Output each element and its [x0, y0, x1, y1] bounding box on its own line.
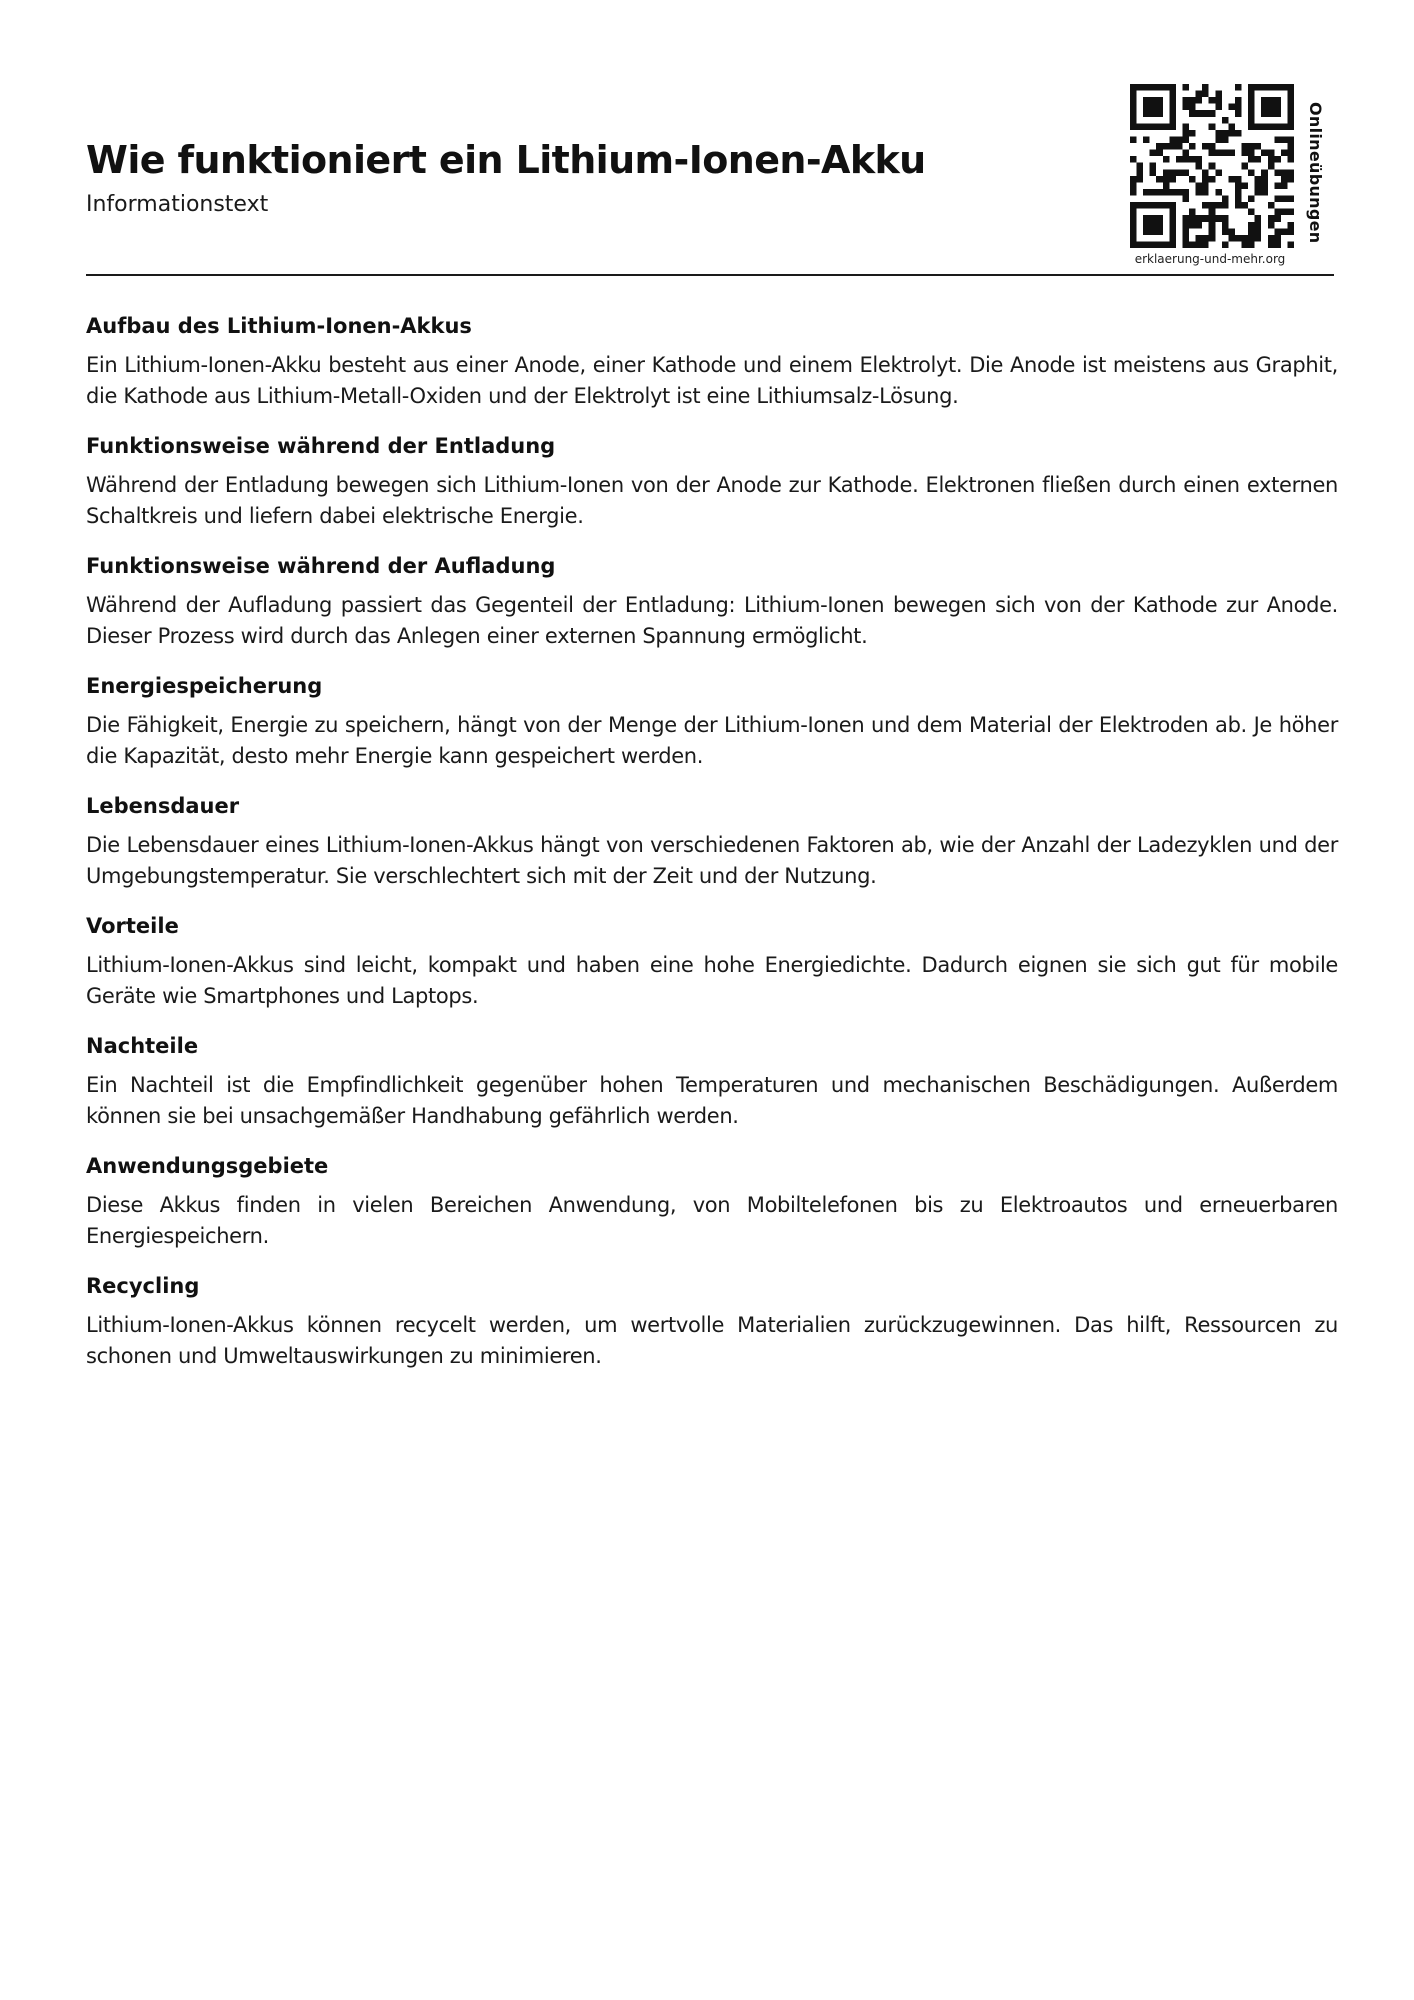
qr-vertical-label: Onlineübungen [1306, 102, 1325, 244]
qr-code-icon[interactable] [1130, 84, 1294, 248]
section-heading: Recycling [86, 1274, 200, 1298]
section-heading: Nachteile [86, 1034, 199, 1058]
section-paragraph: Während der Entladung bewegen sich Lithium-Ionen von der Anode zur Kathode. Elektronen fließen durch einen externen Schaltkreis und liefern dabei elektrische Energie. [86, 473, 1338, 528]
section-paragraph: Die Fähigkeit, Energie zu speichern, hängt von der Menge der Lithium-Ionen und dem Material der Elektroden ab. Je höher die Kapazität, desto mehr Energie kann gespeichert werden. [86, 713, 1338, 768]
section-aufladung [86, 552, 1338, 652]
section-paragraph: Diese Akkus finden in vielen Bereichen Anwendung, von Mobiltelefonen bis zu Elektroautos und erneuerbaren Energiespeichern. [86, 1193, 1338, 1248]
section-heading: Vorteile [86, 914, 179, 938]
content-body [86, 312, 1338, 1392]
section-heading: Funktionsweise während der Entladung [86, 434, 556, 458]
section-aufbau [86, 312, 1338, 412]
section-entladung [86, 432, 1338, 532]
qr-block[interactable] [1122, 80, 1334, 272]
section-paragraph: Während der Aufladung passiert das Gegenteil der Entladung: Lithium-Ionen bewegen sich von der Kathode zur Anode. Dieser Prozess wird durch das Anlegen einer externen Spannung ermöglicht. [86, 593, 1338, 648]
section-heading: Anwendungsgebiete [86, 1154, 329, 1178]
section-heading: Energiespeicherung [86, 674, 323, 698]
section-anwendungsgebiete [86, 1152, 1338, 1252]
section-recycling [86, 1272, 1338, 1372]
section-paragraph: Lithium-Ionen-Akkus können recycelt werden, um wertvolle Materialien zurückzugewinnen. Das hilft, Ressourcen zu schonen und Umweltauswirkungen zu minimieren. [86, 1313, 1338, 1368]
section-heading: Lebensdauer [86, 794, 240, 818]
section-paragraph: Die Lebensdauer eines Lithium-Ionen-Akkus hängt von verschiedenen Faktoren ab, wie der Anzahl der Ladezyklen und der Umgebungstemperatur. Sie verschlechtert sich mit der Zeit und der Nutzung. [86, 833, 1338, 888]
section-lebensdauer [86, 792, 1338, 892]
section-paragraph: Ein Nachteil ist die Empfindlichkeit gegenüber hohen Temperaturen und mechanischen Beschädigungen. Außerdem können sie bei unsachgemäßer Handhabung gefährlich werden. [86, 1073, 1338, 1128]
section-paragraph: Ein Lithium-Ionen-Akku besteht aus einer Anode, einer Kathode und einem Elektrolyt. Die Anode ist meistens aus Graphit, die Kathode aus Lithium-Metall-Oxiden und der Elektrolyt ist eine Lithiumsalz-Lösung. [86, 353, 1338, 408]
qr-url-label: erklaerung-und-mehr.org [1134, 252, 1286, 266]
page-subtitle: Informationstext [86, 192, 269, 217]
section-heading: Funktionsweise während der Aufladung [86, 554, 556, 578]
page-title: Wie funktioniert ein Lithium-Ionen-Akku [86, 138, 926, 182]
section-nachteile [86, 1032, 1338, 1132]
section-vorteile [86, 912, 1338, 1012]
section-heading: Aufbau des Lithium-Ionen-Akkus [86, 314, 472, 338]
section-energiespeicherung [86, 672, 1338, 772]
document-header [86, 80, 1334, 276]
section-paragraph: Lithium-Ionen-Akkus sind leicht, kompakt und haben eine hohe Energiedichte. Dadurch eignen sie sich gut für mobile Geräte wie Smartphones und Laptops. [86, 953, 1338, 1008]
